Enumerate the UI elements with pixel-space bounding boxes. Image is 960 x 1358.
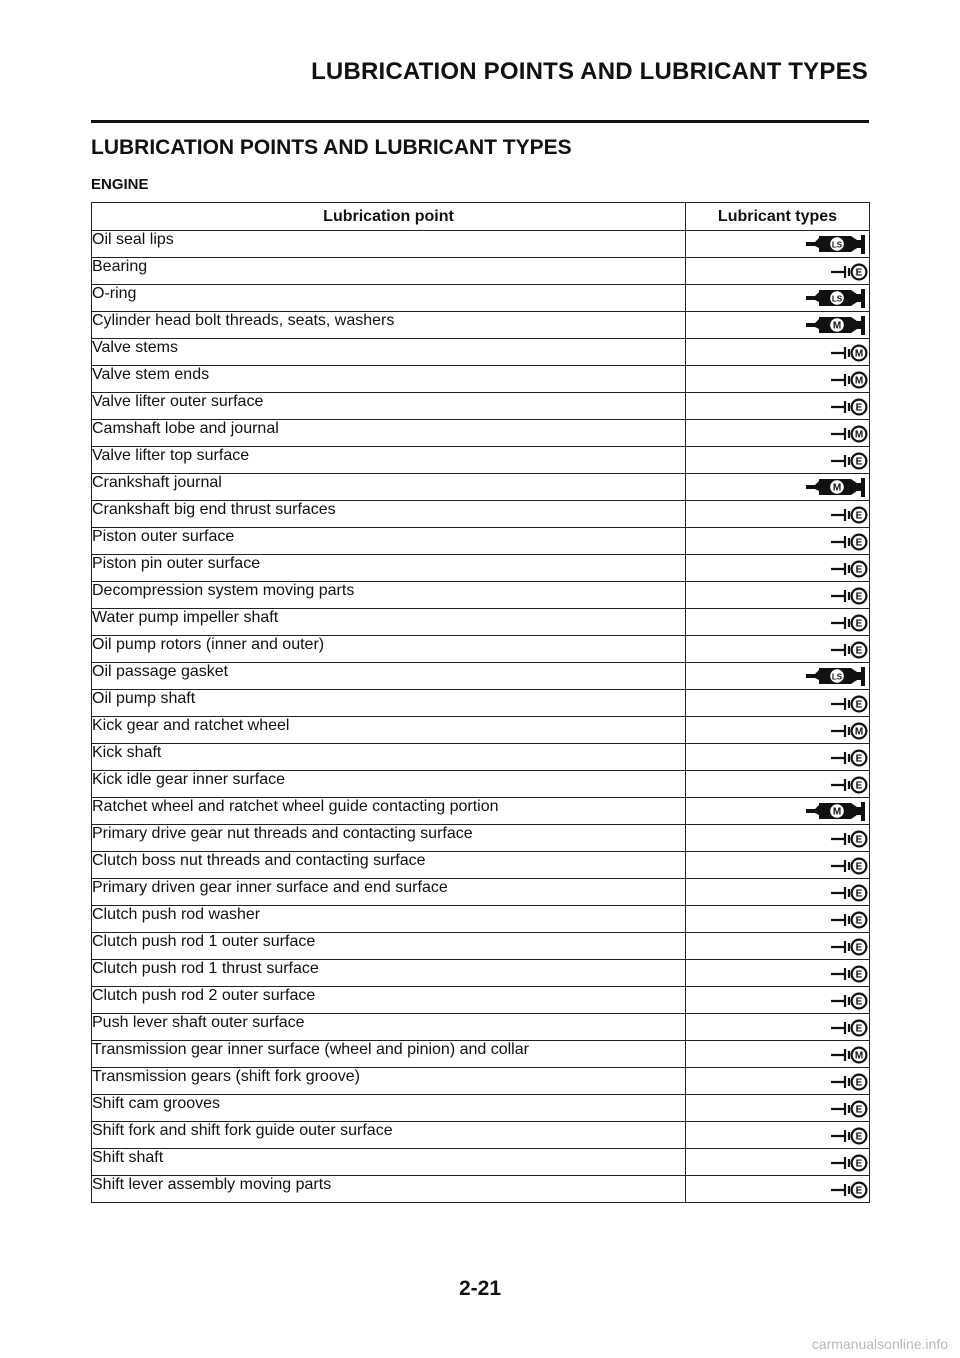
lubrication-point-cell: Shift shaft [92,1149,686,1176]
table-row [92,474,870,501]
engine-oil-icon [829,1016,869,1038]
engine-oil-icon [829,935,869,957]
lubrication-point-cell: Valve lifter top surface [92,447,686,474]
table-row [92,1122,870,1149]
table-row [92,447,870,474]
molybdenum-oil-icon [829,1043,869,1065]
engine-oil-icon [829,1097,869,1119]
lubricant-type-cell [686,555,870,582]
svg-text:LS: LS [831,240,843,250]
table-row [92,285,870,312]
engine-oil-icon [829,1178,869,1200]
lubrication-point-cell: Push lever shaft outer surface [92,1014,686,1041]
engine-oil-icon [829,1070,869,1092]
molybdenum-disulfide-grease-icon [805,476,869,498]
table-row [92,555,870,582]
svg-text:E: E [855,591,863,603]
lubrication-point-cell: Kick gear and ratchet wheel [92,717,686,744]
lubrication-point-cell: Valve stem ends [92,366,686,393]
molybdenum-oil-icon [829,422,869,444]
lubrication-point-cell: Oil seal lips [92,231,686,258]
table-row [92,852,870,879]
molybdenum-disulfide-grease-icon [805,800,869,822]
section-title: LUBRICATION POINTS AND LUBRICANT TYPES [91,136,572,159]
running-header-title: LUBRICATION POINTS AND LUBRICANT TYPES [311,58,868,85]
table-row [92,636,870,663]
lubrication-point-cell: Kick idle gear inner surface [92,771,686,798]
table-row [92,1176,870,1203]
svg-text:E: E [855,1158,863,1170]
svg-text:E: E [855,969,863,981]
lubrication-point-cell: Valve lifter outer surface [92,393,686,420]
lubricant-type-cell [686,528,870,555]
lubrication-point-cell: Clutch push rod 1 thrust surface [92,960,686,987]
lubrication-point-cell: Piston outer surface [92,528,686,555]
engine-oil-icon [829,1151,869,1173]
svg-text:E: E [855,645,863,657]
table-row [92,744,870,771]
table-row [92,393,870,420]
table-row [92,258,870,285]
engine-oil-icon [829,881,869,903]
lubricant-type-cell [686,231,870,258]
table-row [92,825,870,852]
svg-text:E: E [855,834,863,846]
table-row [92,1014,870,1041]
molybdenum-oil-icon [829,368,869,390]
svg-text:E: E [855,1077,863,1089]
lubrication-point-cell: Valve stems [92,339,686,366]
table-row [92,690,870,717]
lubrication-point-cell: Shift fork and shift fork guide outer surface [92,1122,686,1149]
svg-text:E: E [855,456,863,468]
lubricant-type-cell [686,285,870,312]
lubricant-type-cell [686,258,870,285]
engine-oil-icon [829,584,869,606]
svg-text:E: E [855,942,863,954]
engine-oil-icon [829,908,869,930]
molybdenum-disulfide-grease-icon [805,314,869,336]
lubricant-type-cell [686,420,870,447]
lubrication-point-cell: Shift cam grooves [92,1095,686,1122]
lubricant-type-cell [686,1041,870,1068]
table-row [92,987,870,1014]
lubricant-type-cell [686,609,870,636]
engine-oil-icon [829,962,869,984]
engine-oil-icon [829,773,869,795]
page-number: 2-21 [458,1277,502,1300]
table-row [92,501,870,528]
engine-oil-icon [829,746,869,768]
table-row [92,663,870,690]
molybdenum-oil-icon [829,719,869,741]
svg-text:E: E [855,915,863,927]
svg-text:E: E [855,1104,863,1116]
lubricant-type-cell [686,501,870,528]
lubrication-point-cell: Clutch push rod 1 outer surface [92,933,686,960]
lubrication-point-cell: Transmission gear inner surface (wheel and pinion) and collar [92,1041,686,1068]
lubricant-type-cell [686,690,870,717]
engine-oil-icon [829,260,869,282]
lubrication-point-cell: Shift lever assembly moving parts [92,1176,686,1203]
svg-text:M: M [832,806,842,818]
lubricant-type-cell [686,339,870,366]
table-row [92,231,870,258]
lubricant-type-cell [686,879,870,906]
lubricant-type-cell [686,582,870,609]
engine-oil-icon [829,395,869,417]
table-row [92,420,870,447]
lubricant-type-cell [686,312,870,339]
svg-text:M: M [854,726,864,738]
table-row [92,798,870,825]
lubricant-type-cell [686,393,870,420]
table-row [92,312,870,339]
svg-text:E: E [855,510,863,522]
lubrication-point-cell: Bearing [92,258,686,285]
lubrication-point-cell: Crankshaft big end thrust surfaces [92,501,686,528]
lubrication-point-cell: Camshaft lobe and journal [92,420,686,447]
svg-text:E: E [855,618,863,630]
header-rule [91,120,869,123]
engine-oil-icon [829,503,869,525]
lithium-soap-grease-icon [805,665,869,687]
table-row [92,339,870,366]
lubrication-table [91,202,870,1203]
lubricant-type-cell [686,798,870,825]
lubricant-type-cell [686,933,870,960]
svg-text:M: M [832,320,842,332]
lubricant-type-cell [686,852,870,879]
lubricant-type-cell [686,771,870,798]
engine-oil-icon [829,530,869,552]
svg-text:E: E [855,996,863,1008]
column-header-lubricant-types: Lubricant types [686,203,870,231]
svg-text:E: E [855,1131,863,1143]
lubrication-point-cell: Water pump impeller shaft [92,609,686,636]
lubricant-type-cell [686,1149,870,1176]
engine-oil-icon [829,557,869,579]
lubricant-type-cell [686,474,870,501]
lithium-soap-grease-icon [805,233,869,255]
table-row [92,582,870,609]
table-row [92,933,870,960]
lubrication-point-cell: Clutch boss nut threads and contacting surface [92,852,686,879]
engine-oil-icon [829,989,869,1011]
lubricant-type-cell [686,717,870,744]
table-row [92,960,870,987]
table-row [92,1095,870,1122]
engine-oil-icon [829,1124,869,1146]
engine-oil-icon [829,827,869,849]
lubricant-type-cell [686,366,870,393]
svg-text:E: E [855,780,863,792]
svg-text:E: E [855,564,863,576]
table-row [92,528,870,555]
lubrication-point-cell: Primary driven gear inner surface and end surface [92,879,686,906]
lubricant-type-cell [686,1176,870,1203]
lubrication-point-cell: Ratchet wheel and ratchet wheel guide contacting portion [92,798,686,825]
lubrication-point-cell: Crankshaft journal [92,474,686,501]
svg-text:E: E [855,753,863,765]
lubricant-type-cell [686,1095,870,1122]
lubricant-type-cell [686,636,870,663]
engine-oil-icon [829,638,869,660]
engine-oil-icon [829,854,869,876]
lubrication-point-cell: Primary drive gear nut threads and contacting surface [92,825,686,852]
watermark: carmanualsonline.info [811,1336,948,1352]
table-header-row [92,203,870,231]
svg-text:E: E [855,402,863,414]
lubricant-type-cell [686,663,870,690]
lubrication-point-cell: Oil passage gasket [92,663,686,690]
lubricant-type-cell [686,1122,870,1149]
column-header-lubrication-point: Lubrication point [92,203,686,231]
lubricant-type-cell [686,825,870,852]
lubrication-point-cell: Piston pin outer surface [92,555,686,582]
svg-text:M: M [854,375,864,387]
table-row [92,1041,870,1068]
molybdenum-oil-icon [829,341,869,363]
lubrication-point-cell: Transmission gears (shift fork groove) [92,1068,686,1095]
lubricant-type-cell [686,1014,870,1041]
lubrication-point-cell: Kick shaft [92,744,686,771]
svg-text:LS: LS [831,294,843,304]
lubricant-type-cell [686,1068,870,1095]
table-row [92,366,870,393]
svg-text:E: E [855,537,863,549]
table-row [92,1149,870,1176]
table-row [92,717,870,744]
engine-oil-icon [829,692,869,714]
svg-text:LS: LS [831,672,843,682]
table-row [92,879,870,906]
lubricant-type-cell [686,960,870,987]
lubrication-point-cell: Clutch push rod washer [92,906,686,933]
lubricant-type-cell [686,906,870,933]
table-row [92,771,870,798]
svg-text:M: M [854,429,864,441]
lubrication-point-cell: Clutch push rod 2 outer surface [92,987,686,1014]
svg-text:M: M [832,482,842,494]
engine-oil-icon [829,611,869,633]
lubrication-point-cell: O-ring [92,285,686,312]
lubrication-point-cell: Cylinder head bolt threads, seats, washers [92,312,686,339]
table-row [92,906,870,933]
lubrication-point-cell: Oil pump rotors (inner and outer) [92,636,686,663]
table-row [92,609,870,636]
svg-text:E: E [855,267,863,279]
subsection-title: ENGINE [91,176,149,193]
lithium-soap-grease-icon [805,287,869,309]
svg-text:M: M [854,348,864,360]
engine-oil-icon [829,449,869,471]
svg-text:E: E [855,888,863,900]
svg-text:E: E [855,699,863,711]
lubricant-type-cell [686,744,870,771]
lubrication-point-cell: Oil pump shaft [92,690,686,717]
lubrication-point-cell: Decompression system moving parts [92,582,686,609]
svg-text:E: E [855,1023,863,1035]
svg-text:E: E [855,861,863,873]
lubricant-type-cell [686,447,870,474]
table-row [92,1068,870,1095]
svg-text:E: E [855,1185,863,1197]
svg-text:M: M [854,1050,864,1062]
lubricant-type-cell [686,987,870,1014]
